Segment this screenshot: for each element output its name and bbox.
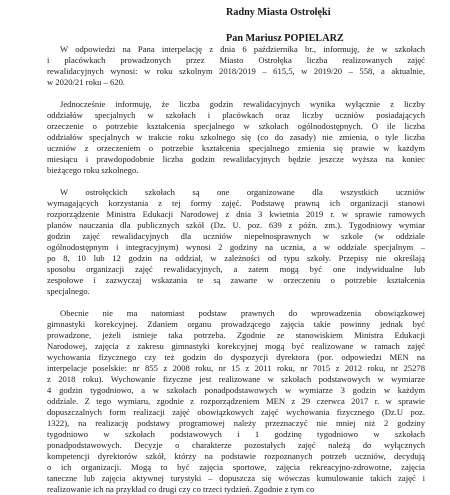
body-line: zespołowe i zazwyczaj wskazania te są zawarte w orzeczeniu o potrzebie kształcenia [47,275,425,285]
body-line: sposobu organizacji zajęć rewalidacyjnych, a zatem mogą być one indywidualne lub [47,264,425,274]
body-line: w 2020/21 roku – 620. [47,77,126,87]
body-line: 4 godzin tygodniowo, a w szkołach ponadpodstawowych w wymiarze 3 godzin w każdym [47,385,425,395]
body-line: planów nauczania dla publicznych szkół (Dz. U. poz. 639 z późn. zm.). Tygodniowy wymiar [47,220,425,230]
body-line: interpelacje poselskie: nr 855 z 2008 roku, nr 15 z 2011 roku, nr 7015 z 2012 roku, nr 25278 [47,363,425,373]
body-line: uczniów z orzeczeniem o potrzebie kształcenia specjalnego zmienia się prawie w każdym [47,143,425,153]
body-line: ponadpodstawowych. Decyzje o charakterze pozostałych zajęć należą do wyłącznych [47,440,425,450]
body-line: W odpowiedzi na Pana interpelację z dnia 6 października br., informuję, że w szkołach [60,44,425,54]
body-line: godzin zajęć rewalidacyjnych dla uczniów niepełnosprawnych w szkole (w oddziale [47,231,425,241]
body-line: Jednocześnie informuję, że liczba godzin rewalidacyjnych wynika wyłącznie z liczby [60,99,425,109]
body-line: i placówkach prowadzonych przez Miasto Ostrołęka liczba realizowanych zajęć [47,55,425,65]
body-line: Narodowej, zajęcia z zakresu gimnastyki korekcyjnej mogą być realizowane w ramach zajęć [47,341,425,351]
body-line: oddziale. Z tego wymiaru, zgodnie z rozporządzeniem MEN z 29 czerwca 2017 r. w sprawie [47,396,425,406]
body-line: realizowanie ich na przykład co drugi czy co trzeci tydzień. Zgodnie z tym co [47,484,315,494]
body-line: taneczne lub zajęcia aktywnej turystyki – dopuszcza się wówczas kumulowanie takich zajęć i [47,473,425,483]
body-line: orzeczenie o potrzebie kształcenia specjalnego w szkołach ogólnodostępnych. O ile liczba [47,121,425,131]
body-line: wychowania fizycznego czy też godzin do dyspozycji dyrektora (por. odpowiedzi MEN na [47,352,425,362]
body-line: z 2018 roku). Wychowanie fizyczne jest realizowane w szkołach podstawowych w wymiarze [47,374,425,384]
body-line: oddziałów specjalnych w trakcie roku szkolnego się (co do zasady) nie zmienia, o tyle liczba [47,132,425,142]
body-line: rewalidacyjnych wynosi: w roku szkolnym 2018/2019 – 615,5, w 2019/20 – 558, a aktualnie, [47,66,425,76]
body-line: 1322), na realizację podstawy programowej należy przeznaczyć nie mniej niż 2 godziny [47,418,425,428]
recipient-line-2: Pan Mariusz POPIELARZ [226,33,344,44]
body-line: po 8, 10 lub 12 godzin na oddział, w zależności od typu szkoły. Przepisy nie określają [47,253,425,263]
body-line: miesiącu i prawdopodobnie liczba godzin rewalidacyjnych będzie jeszcze wyższa na koniec [47,154,425,164]
recipient-block [226,6,426,46]
body-line: W ostrołęckich szkołach są one organizowane dla wszystkich uczniów [60,187,425,197]
body-line: tygodniowo w szkołach podstawowych i 1 godzinę tygodniowo w szkołach [47,429,425,439]
body-line: oddziałów specjalnych w szkołach i placówkach oraz liczby uczniów posiadających [47,110,425,120]
body-line: rozporządzenie Ministra Edukacji Narodowej z dnia 3 kwietnia 2019 r. w sprawie ramowych [47,209,425,219]
body-line: bieżącego roku szkolnego. [47,165,139,175]
body-line: specjalnego. [47,286,90,296]
body-line: prowadzone, jeżeli istnieje taka potrzeba. Zgodnie ze stanowiskiem Ministra Edukacji [47,330,425,340]
recipient-line-1: Radny Miasta Ostrołęki [226,7,331,18]
body-line: o ich organizacji. Mogą to być zajęcia sportowe, zajęcia rekreacyjno-zdrowotne, zajęcia [47,462,425,472]
body-line: gimnastyki korekcyjnej. Zdaniem organu prowadzącego zajęcia takie powinny jednak być [47,319,425,329]
body-line: wymagających korzystania z tej formy zajęć. Podstawę prawną ich organizacji stanowi [47,198,425,208]
body-line: ogólnodostępnym i integracyjnym) wynosi 2 godziny na ucznia, a w oddziale specjalnym – [47,242,425,252]
body-line: dopuszczalnych form realizacji zajęć obowiązkowych zajęć wychowania fizycznego (Dz.U poz. [47,407,425,417]
body-line: kompetencji dyrektorów szkół, którzy na podstawie rozpoznanych potrzeb uczniów, decydują [47,451,425,461]
body-line: Obecnie nie ma natomiast podstaw prawnych do wprowadzenia obowiązkowej [60,308,425,318]
